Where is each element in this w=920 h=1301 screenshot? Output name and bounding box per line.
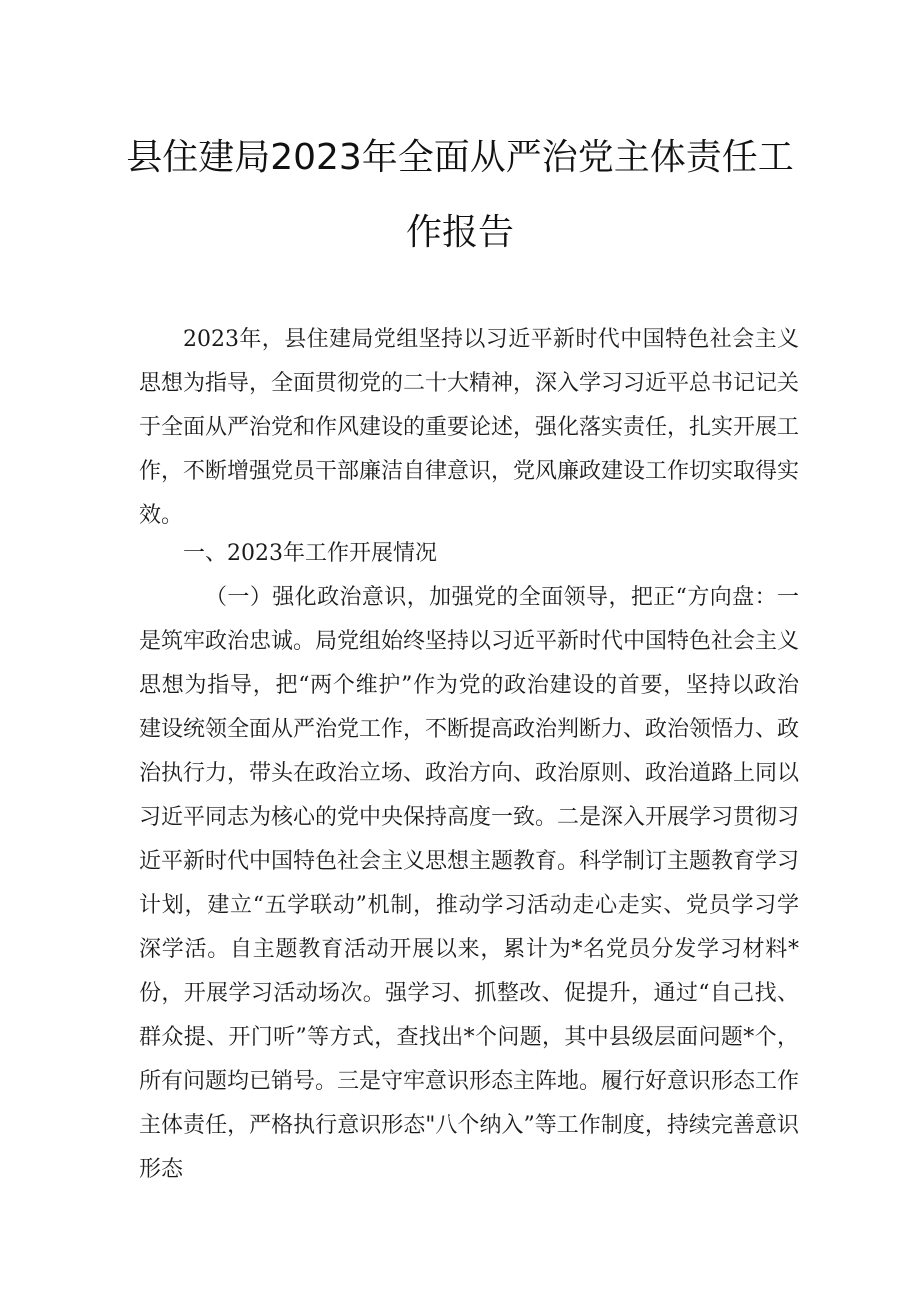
section-heading: 一、2023年工作开展情况	[183, 541, 437, 566]
document-title-line-2: 作报告	[405, 212, 514, 253]
document-title-line-1: 县住建局2023年全面从严治党主体责任工	[126, 137, 794, 178]
intro-paragraph: 2023年，县住建局党组坚持以习近平新时代中国特色社会主义思想为指导，全面贯彻党的二十大精神，深入学习习近平总书记记关于全面从严治党和作风建设的重要论述，强化落实责任，扎实开展工作，不断增强党员干部廉洁自律意识，党风廉政建设工作切实取得实效。	[139, 327, 800, 528]
section-paragraph: （一）强化政治意识，加强党的全面领导，把正“方向盘：一是筑牢政治忠诚。局党组始终坚持以习近平新时代中国特色社会主义思想为指导，把“两个维护”作为党的政治建设的首要，坚持以政治建设统领全面从严治党工作，不断提高政治判断力、政治领悟力、政治执行力，带头在政治立场、政治方向、政治原则、政治道路上同以习近平同志为核心的党中央保持高度一致。二是深入开展学习贯彻习近平新时代中国特色社会主义思想主题教育。科学制订主题教育学习计划，建立“五学联动”机制，推动学习活动走心走实、党员学习学深学活。自主题教育活动开展以来，累计为*名党员分发学习材料*份，开展学习活动场次。强学习、抓整改、促提升，通过“自己找、群众提、开门听”等方式，查找出*个问题，其中县级层面问题*个，所有问题均已销号。三是守牢意识形态主阵地。履行好意识形态工作主体责任，严格执行意识形态"八个纳入”等工作制度，持续完善意识形态	[139, 585, 799, 1182]
